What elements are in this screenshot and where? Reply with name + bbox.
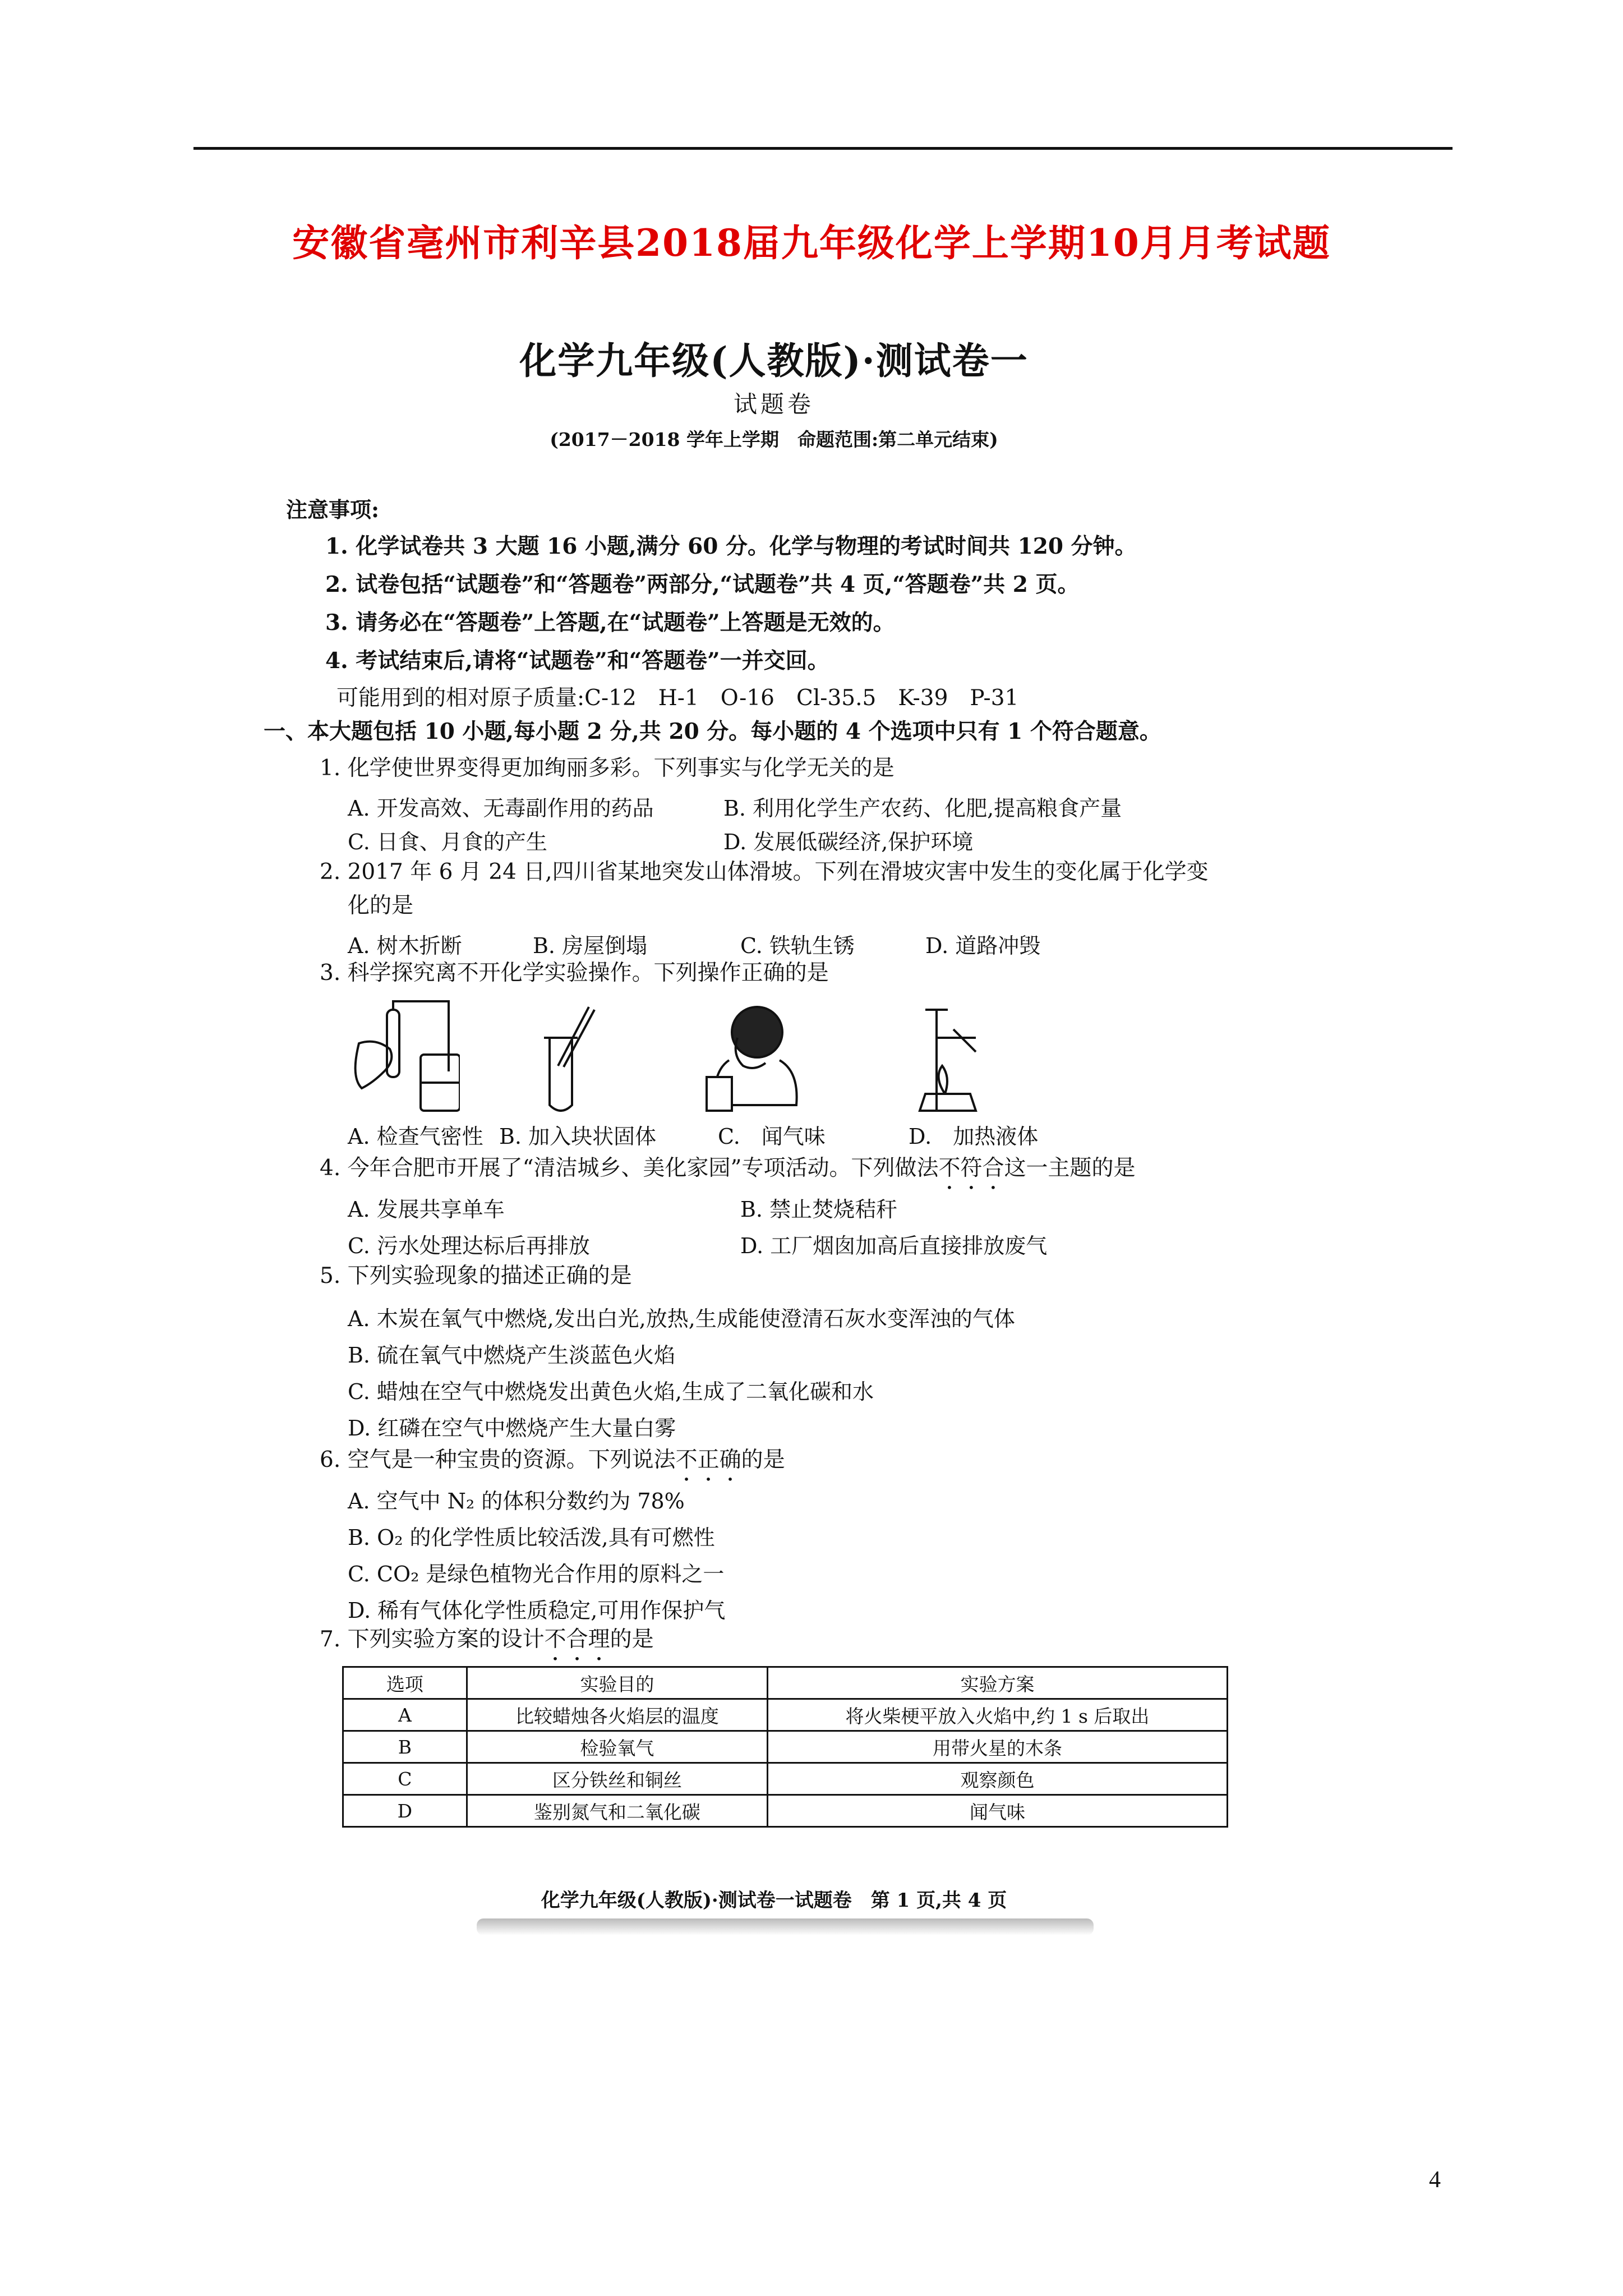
section-one-heading: 一、本大题包括 10 小题,每小题 2 分,共 20 分。每小题的 4 个选项中只有 1 个符合题意。 xyxy=(264,719,1161,744)
table-row xyxy=(343,1763,1228,1795)
table-cell: 区分铁丝和铜丝 xyxy=(467,1763,767,1795)
table-header: 实验目的 xyxy=(467,1667,767,1699)
notice-item: 2. 试卷包括“试题卷”和“答题卷”两部分,“试题卷”共 4 页,“答题卷”共 2 页。 xyxy=(325,572,1080,597)
question-5-stem: 5. 下列实验现象的描述正确的是 xyxy=(320,1263,632,1289)
q2-option-b: B. 房屋倒塌 xyxy=(533,933,648,958)
airtightness-check-figure xyxy=(348,999,460,1116)
table-cell: 检验氧气 xyxy=(467,1731,767,1763)
atomic-mass-line: 可能用到的相对原子质量:C-12 H-1 O-16 Cl-35.5 K-39 P-31 xyxy=(336,685,1019,711)
notice-heading: 注意事项: xyxy=(286,497,380,522)
question-7-stem xyxy=(320,1627,654,1665)
question-1-stem: 1. 化学使世界变得更加绚丽多彩。下列事实与化学无关的是 xyxy=(320,756,895,781)
q4-stem-pre: 4. 今年合肥市开展了“清洁城乡、美化家园”专项活动。下列做法 xyxy=(320,1156,939,1181)
question-2-stem-cont: 化的是 xyxy=(348,893,414,918)
question-4-stem xyxy=(320,1156,1136,1194)
q1-option-c: C. 日食、月食的产生 xyxy=(348,830,547,854)
table-cell: 观察颜色 xyxy=(767,1763,1227,1795)
q4-option-a: A. 发展共享单车 xyxy=(348,1197,505,1222)
q6-option-d: D. 稀有气体化学性质稳定,可用作保护气 xyxy=(348,1598,726,1623)
table-cell: 用带火星的木条 xyxy=(767,1731,1227,1763)
exam-title: 化学九年级(人教版)·测试卷一 xyxy=(519,339,1029,383)
q1-option-d: D. 发展低碳经济,保护环境 xyxy=(723,830,974,854)
table-row xyxy=(343,1699,1228,1731)
q7-stem-emphasis: 不合理 xyxy=(544,1627,610,1652)
q5-option-c: C. 蜡烛在空气中燃烧发出黄色火焰,生成了二氧化碳和水 xyxy=(348,1379,874,1404)
exam-footer: 化学九年级(人教版)·测试卷一试题卷 第 1 页,共 4 页 xyxy=(541,1889,1007,1912)
test-tube-solid-figure xyxy=(505,999,617,1116)
table-cell: C xyxy=(343,1763,467,1795)
experiment-table xyxy=(342,1666,1228,1828)
table-row xyxy=(343,1795,1228,1827)
q2-option-c: C. 铁轨生锈 xyxy=(740,933,855,958)
q5-option-a: A. 木炭在氧气中燃烧,发出白光,放热,生成能使澄清石灰水变浑浊的气体 xyxy=(348,1306,1015,1331)
q4-stem-post: 这一主题的是 xyxy=(1004,1156,1136,1181)
table-cell: D xyxy=(343,1795,467,1827)
exam-range: (2017－2018 学年上学期 命题范围:第二单元结束) xyxy=(550,429,998,450)
table-cell: B xyxy=(343,1731,467,1763)
q1-option-a: A. 开发高效、无毒副作用的药品 xyxy=(348,796,654,821)
q6-stem-emphasis: 不正确 xyxy=(675,1447,741,1473)
table-cell: 将火柴梗平放入火焰中,约 1 s 后取出 xyxy=(767,1699,1227,1731)
q7-stem-pre: 7. 下列实验方案的设计 xyxy=(320,1627,545,1652)
table-header-row xyxy=(343,1667,1228,1699)
q2-option-d: D. 道路冲毁 xyxy=(925,933,1041,958)
q3-option-a: A. 检查气密性 xyxy=(348,1124,483,1149)
document-title: 安徽省亳州市利辛县2018届九年级化学上学期10月月考试题 xyxy=(292,221,1331,265)
table-header: 实验方案 xyxy=(767,1667,1227,1699)
table-header: 选项 xyxy=(343,1667,467,1699)
q5-option-b: B. 硫在氧气中燃烧产生淡蓝色火焰 xyxy=(348,1343,676,1368)
q7-stem-post: 的是 xyxy=(610,1627,654,1652)
q4-option-c: C. 污水处理达标后再排放 xyxy=(348,1234,590,1258)
notice-item: 4. 考试结束后,请将“试题卷”和“答题卷”一并交回。 xyxy=(325,648,829,674)
q6-option-c: C. CO₂ 是绿色植物光合作用的原料之一 xyxy=(348,1562,725,1586)
table-cell: 鉴别氮气和二氧化碳 xyxy=(467,1795,767,1827)
table-cell: A xyxy=(343,1699,467,1731)
q4-stem-emphasis: 不符合 xyxy=(938,1156,1004,1181)
table-row xyxy=(343,1731,1228,1763)
question-3-stem: 3. 科学探究离不开化学实验操作。下列操作正确的是 xyxy=(320,960,829,986)
table-cell: 闻气味 xyxy=(767,1795,1227,1827)
scan-shadow xyxy=(477,1918,1094,1935)
q4-option-b: B. 禁止焚烧秸秆 xyxy=(740,1197,898,1222)
page-number: 4 xyxy=(1429,2167,1441,2193)
heating-liquid-figure xyxy=(892,999,1004,1116)
q6-stem-post: 的是 xyxy=(741,1447,785,1473)
q6-option-a: A. 空气中 N₂ 的体积分数约为 78% xyxy=(348,1489,685,1513)
exam-subtitle: 试题卷 xyxy=(733,390,814,418)
q3-option-c: C. 闻气味 xyxy=(718,1124,826,1149)
question-6-stem xyxy=(320,1447,785,1486)
q3-option-d: D. 加热液体 xyxy=(909,1124,1039,1149)
q6-option-b: B. O₂ 的化学性质比较活泼,具有可燃性 xyxy=(348,1525,715,1550)
q6-stem-pre: 6. 空气是一种宝贵的资源。下列说法 xyxy=(320,1447,676,1473)
question-2-stem: 2. 2017 年 6 月 24 日,四川省某地突发山体滑坡。下列在滑坡灾害中发生的变化属于化学变 xyxy=(320,859,1209,885)
smelling-gas-figure xyxy=(695,999,808,1116)
notice-item: 3. 请务必在“答题卷”上答题,在“试题卷”上答题是无效的。 xyxy=(325,610,895,636)
q4-option-d: D. 工厂烟囱加高后直接排放废气 xyxy=(740,1234,1048,1258)
notice-item: 1. 化学试卷共 3 大题 16 小题,满分 60 分。化学与物理的考试时间共 120 分钟。 xyxy=(325,533,1137,559)
top-rule xyxy=(193,147,1453,150)
q2-option-a: A. 树木折断 xyxy=(348,933,462,958)
q5-option-d: D. 红磷在空气中燃烧产生大量白雾 xyxy=(348,1416,676,1441)
table-cell: 比较蜡烛各火焰层的温度 xyxy=(467,1699,767,1731)
scanned-exam-page xyxy=(264,303,1301,1958)
q3-option-b: B. 加入块状固体 xyxy=(499,1124,657,1149)
q1-option-b: B. 利用化学生产农药、化肥,提高粮食产量 xyxy=(723,796,1122,821)
